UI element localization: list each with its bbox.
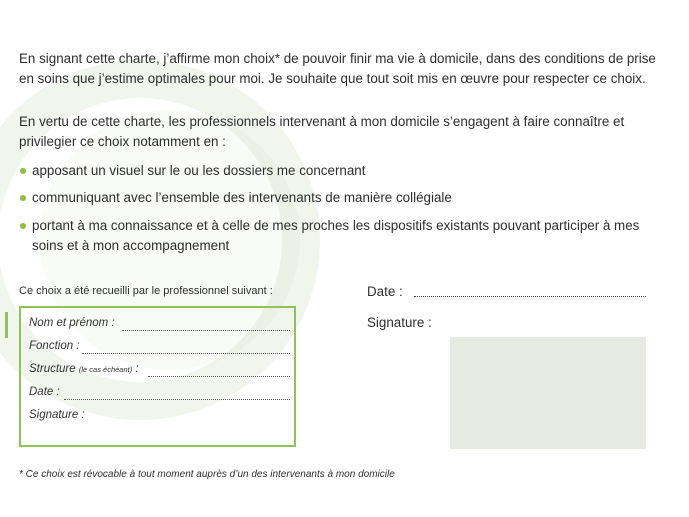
structure-colon: :: [135, 363, 139, 375]
footnote: * Ce choix est révocable à tout moment auprès d’un des intervenants à mon domicile: [19, 469, 395, 480]
bullet-dot-icon: [20, 168, 26, 174]
bullet-item: [19, 188, 659, 208]
function-field-label: Fonction :: [29, 340, 80, 352]
bullet-item: [19, 161, 659, 181]
structure-field[interactable]: [148, 376, 290, 377]
patient-signature-box[interactable]: [450, 337, 646, 449]
bullet-text: communiquant avec l’ensemble des intervenants de manière collégiale: [32, 190, 452, 205]
bullet-item: [19, 216, 659, 255]
structure-label-text: Structure: [29, 363, 76, 375]
function-field[interactable]: [82, 353, 290, 354]
bullet-text: apposant un visuel sur le ou les dossiers me concernant: [32, 163, 366, 178]
bullet-text: portant à ma connaissance et à celle de mes proches les dispositifs existants pouvant participer à mes soins et à mon accompagnement: [32, 218, 640, 253]
charter-paragraph-commitment: En vertu de cette charte, les professionnels intervenant à mon domicile s’engagent à faire connaître et privilegier ce choix notamment en :: [19, 114, 625, 149]
collected-by-label: Ce choix a été recueilli par le professionnel suivant :: [19, 285, 273, 297]
name-field-label: Nom et prénom :: [29, 317, 115, 329]
patient-date-label: Date :: [367, 284, 403, 299]
structure-field-label: [29, 363, 139, 375]
patient-signature-label: Signature :: [367, 315, 432, 330]
signature-field-label: Signature :: [29, 409, 85, 421]
bullet-dot-icon: [20, 195, 26, 201]
date-field[interactable]: [64, 399, 290, 400]
professional-form-box: [19, 306, 296, 447]
side-accent: [5, 312, 8, 338]
charter-paragraph-choice: En signant cette charte, j’affirme mon choix* de pouvoir finir ma vie à domicile, dans des conditions de prise en soins que j’estime optimales pour moi. Je souhaite que tout soit mis en œuvre pour respecter ce choix.: [19, 51, 656, 86]
bullet-dot-icon: [20, 223, 26, 229]
name-field[interactable]: [122, 330, 290, 331]
structure-note: (le cas échéant): [78, 365, 133, 374]
date-field-label: Date :: [29, 386, 60, 398]
patient-date-field[interactable]: [414, 296, 646, 297]
